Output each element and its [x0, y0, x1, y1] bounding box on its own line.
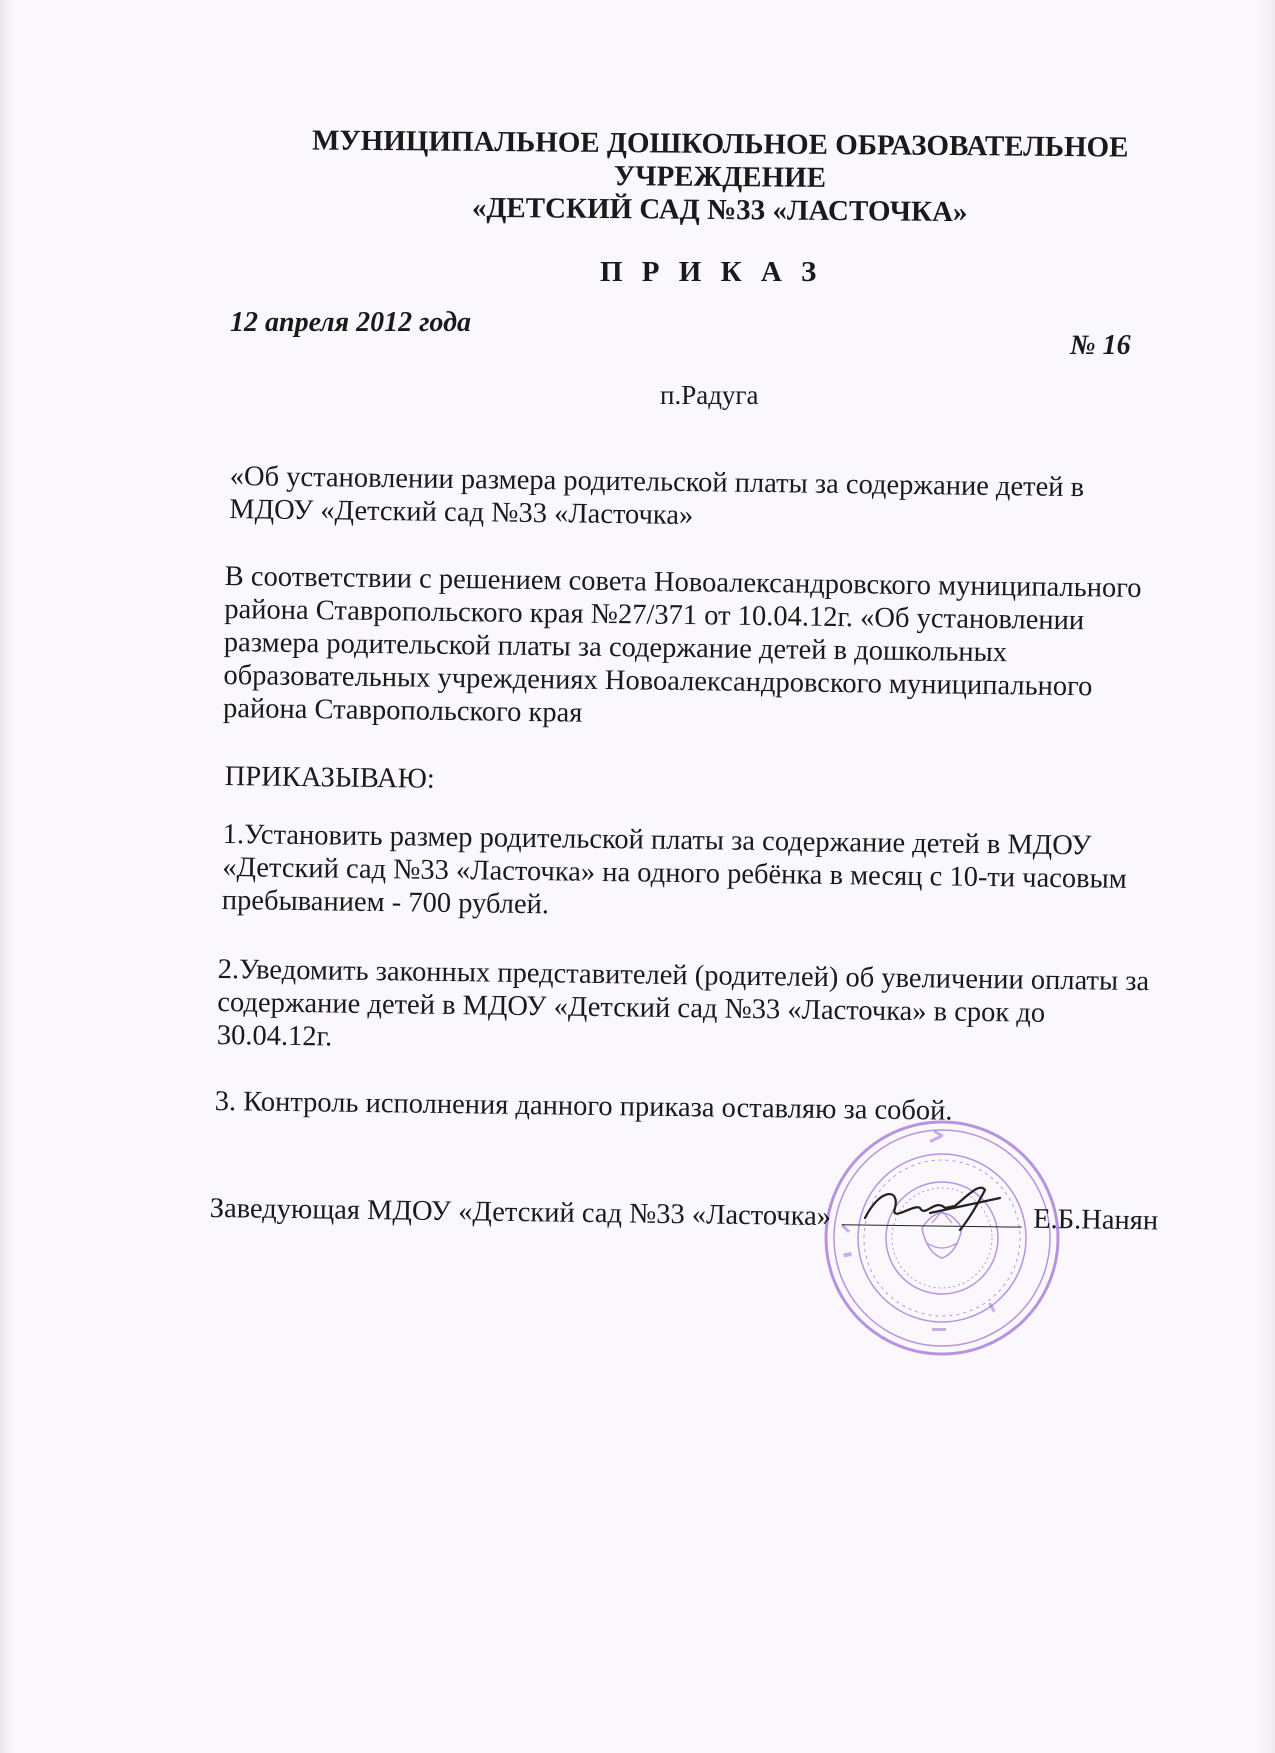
document-date: 12 апреля 2012 года	[230, 307, 471, 338]
order-word: ПРИКАЗЫВАЮ:	[224, 760, 436, 795]
document-number: № 16	[1070, 330, 1131, 361]
signatory-name: Е.Б.Нанян	[1033, 1203, 1159, 1237]
order-subject: «Об установлении размера родительской платы за содержание детей в МДОУ «Детский сад №33 «Ласточка»	[229, 460, 1085, 532]
header-line-3: «ДЕТСКИЙ САД №33 «ЛАСТОЧКА»	[471, 191, 968, 229]
order-item-3: 3. Контроль исполнения данного приказа оставляю за собой.	[214, 1085, 953, 1127]
order-basis: В соответствии с решением совета Новоалександровского муниципального района Ставропольского края №27/371 от 10.04.12г. «Об установлении размера родительской платы за содержание детей в дошкольных образовательных учреждениях Новоалександровского муниципального района Ставропольского края	[222, 560, 1142, 729]
order-item-1: 1.Установить размер родительской платы за содержание детей в МДОУ «Детский сад №33 «Ласточка» на одного ребёнка в месяц с 10-ти часовым пребыванием - 700 рублей.	[221, 818, 1127, 921]
round-stamp	[822, 1118, 1062, 1358]
institution-header	[300, 124, 1141, 230]
signature-line-blank	[842, 1202, 1022, 1227]
header-line-1: МУНИЦИПАЛЬНОЕ ДОШКОЛЬНОЕ ОБРАЗОВАТЕЛЬНОЕ	[311, 124, 1129, 164]
signatory-position: Заведующая МДОУ «Детский сад №33 «Ласточка»	[209, 1193, 832, 1233]
document-type-title: П Р И К А З	[600, 256, 823, 288]
document-place: п.Радуга	[660, 380, 759, 410]
header-line-2: УЧРЕЖДЕНИЕ	[613, 160, 827, 194]
order-item-2: 2.Уведомить законных представителей (родителей) об увеличении оплаты за содержание детей в МДОУ «Детский сад №33 «Ласточка» в срок до 30.04.12г.	[216, 953, 1150, 1053]
